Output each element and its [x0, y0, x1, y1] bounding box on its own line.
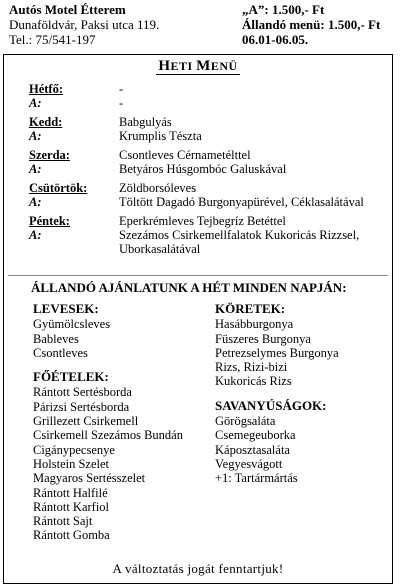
day-label: Szerda: [29, 148, 70, 162]
list-item: Csontleves [33, 345, 88, 360]
day-main: Betyáros Húsgombóc Galuskával [119, 162, 287, 176]
day-monday [29, 82, 389, 110]
mains-heading: FŐÉTELEK: [33, 369, 109, 385]
day-soup: Csontleves Cérnametélttel [119, 148, 251, 162]
divider [8, 275, 388, 276]
restaurant-name: Autós Motel Étterem [9, 2, 126, 17]
day-friday [29, 214, 389, 256]
day-soup: Babgulyás [119, 115, 172, 129]
menu-frame [3, 54, 393, 584]
header [0, 2, 400, 54]
restaurant-address: Dunaföldvár, Paksi utca 119. [9, 17, 160, 32]
list-item: Kukoricás Rizs [215, 374, 292, 389]
left-column [33, 302, 183, 543]
list-item: Rántott Halfilé [33, 485, 108, 500]
a-label: A: [29, 129, 42, 143]
day-main: Szezámos Csirkemellfalatok Kukoricás Rizzsel, Uborkasalátával [119, 228, 360, 256]
list-item: Grillezett Csirkemell [33, 414, 139, 429]
header-right [242, 2, 380, 47]
restaurant-phone: Tel.: 75/541-197 [9, 32, 96, 47]
list-item: Káposztasaláta [215, 442, 290, 457]
list-item: Hasábburgonya [215, 317, 294, 332]
a-label: A: [29, 228, 42, 242]
list-item: Bableves [33, 331, 79, 346]
day-main: Krumplis Tészta [119, 129, 202, 143]
menu-title: HETI MENÜ [158, 58, 238, 74]
pickles-heading: SAVANYÚSÁGOK: [215, 397, 327, 413]
a-label: A: [29, 195, 42, 209]
list-item: +1: Tartármártás [215, 471, 298, 486]
list-item: Rizs, Rizi-bizi [215, 360, 288, 375]
day-label: Csütörtök: [29, 181, 88, 195]
sides-heading: KÖRETEK: [215, 301, 286, 316]
day-wednesday [29, 148, 389, 176]
right-column [215, 302, 339, 486]
day-main: Töltött Dagadó Burgonyapürével, Céklasalátával [119, 195, 364, 209]
day-label: Hétfő: [29, 82, 64, 96]
list-item: Csirkemell Szezámos Bundán [33, 428, 183, 443]
list-item: Füszeres Burgonya [215, 331, 311, 346]
day-tuesday [29, 115, 389, 143]
header-left [9, 2, 159, 47]
day-soup: Zöldborsóleves [119, 181, 197, 195]
list-item: Cigánypecsenye [33, 442, 115, 457]
list-item: Görögsaláta [215, 414, 276, 429]
list-item: Rántott Karfiol [33, 499, 110, 514]
day-thursday [29, 181, 389, 209]
list-item: Csemegeuborka [215, 428, 296, 443]
list-item: Párizsi Sertésborda [33, 399, 130, 414]
list-item: Petrezselymes Burgonya [215, 345, 339, 360]
list-item: Gyümölcsleves [33, 317, 111, 332]
day-label: Kedd: [29, 115, 63, 129]
list-item: Holstein Szelet [33, 456, 110, 471]
day-main: - [119, 96, 124, 110]
list-item: Rántott Gomba [33, 528, 110, 543]
a-label: A: [29, 96, 42, 110]
day-label: Péntek: [29, 214, 70, 228]
list-item: Rántott Sajt [33, 514, 93, 529]
menu-dates: 06.01-06.05. [242, 32, 309, 47]
list-item: Rántott Sertésborda [33, 385, 132, 400]
weekly-days [29, 82, 389, 261]
price-allando: Állandó menü: 1.500,- Ft [242, 17, 381, 32]
a-label: A: [29, 162, 42, 176]
list-item: Magyaros Sertésszelet [33, 471, 146, 486]
permanent-offer-heading: ÁLLANDÓ AJÁNLATUNK A HÉT MINDEN NAPJÁN: [31, 280, 347, 295]
soups-heading: LEVESEK: [33, 301, 99, 316]
price-a: „A”: 1.500,- Ft [242, 2, 325, 17]
disclaimer: A változtatás jogát fenntartjuk! [112, 561, 284, 576]
day-soup: - [119, 82, 124, 96]
day-soup: Eperkrémleves Tejbegríz Betéttel [119, 214, 286, 228]
list-item: Vegyesvágott [215, 456, 283, 471]
